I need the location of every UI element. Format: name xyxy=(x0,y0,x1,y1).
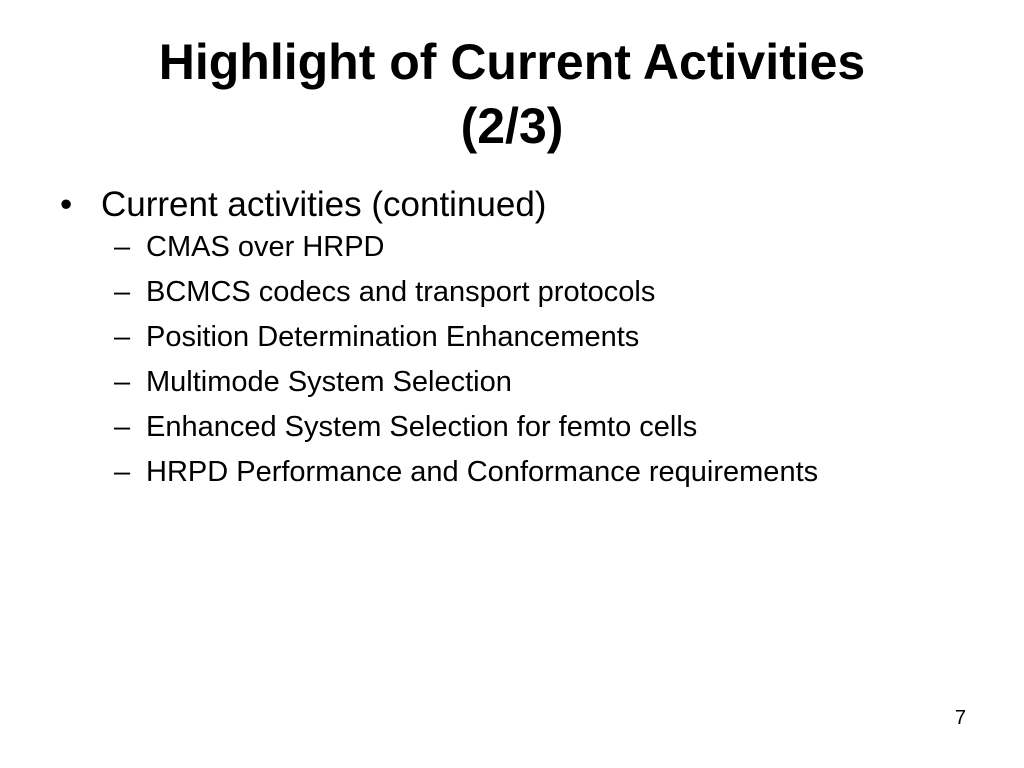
sub-bullet-text: CMAS over HRPD xyxy=(146,231,385,263)
sub-bullet-item xyxy=(60,275,980,309)
slide-title xyxy=(40,30,984,158)
dash-marker: – xyxy=(114,411,131,443)
slide-title-line-2: (2/3) xyxy=(460,98,564,154)
sub-bullet-list xyxy=(60,230,980,489)
bullet-text: Current activities (continued) xyxy=(101,185,547,224)
sub-bullet-item xyxy=(60,365,980,399)
sub-bullet-text: Multimode System Selection xyxy=(146,366,512,398)
bullet-item xyxy=(60,180,980,230)
sub-bullet-text: HRPD Performance and Conformance requirements xyxy=(146,456,819,488)
sub-bullet-text: BCMCS codecs and transport protocols xyxy=(146,276,656,308)
sub-bullet-item xyxy=(60,455,980,489)
slide-body xyxy=(60,180,980,500)
slide-title-line-1: Highlight of Current Activities xyxy=(158,34,866,90)
dash-marker: – xyxy=(114,366,131,398)
sub-bullet-text: Position Determination Enhancements xyxy=(146,321,640,353)
sub-bullet-item xyxy=(60,230,980,264)
sub-bullet-text: Enhanced System Selection for femto cells xyxy=(146,411,698,443)
sub-bullet-item xyxy=(60,320,980,354)
dash-marker: – xyxy=(114,231,131,263)
dash-marker: – xyxy=(114,456,131,488)
sub-bullet-item xyxy=(60,410,980,444)
page-number: 7 xyxy=(954,707,966,729)
dash-marker: – xyxy=(114,321,131,353)
dash-marker: – xyxy=(114,276,131,308)
bullet-marker: • xyxy=(60,185,73,224)
